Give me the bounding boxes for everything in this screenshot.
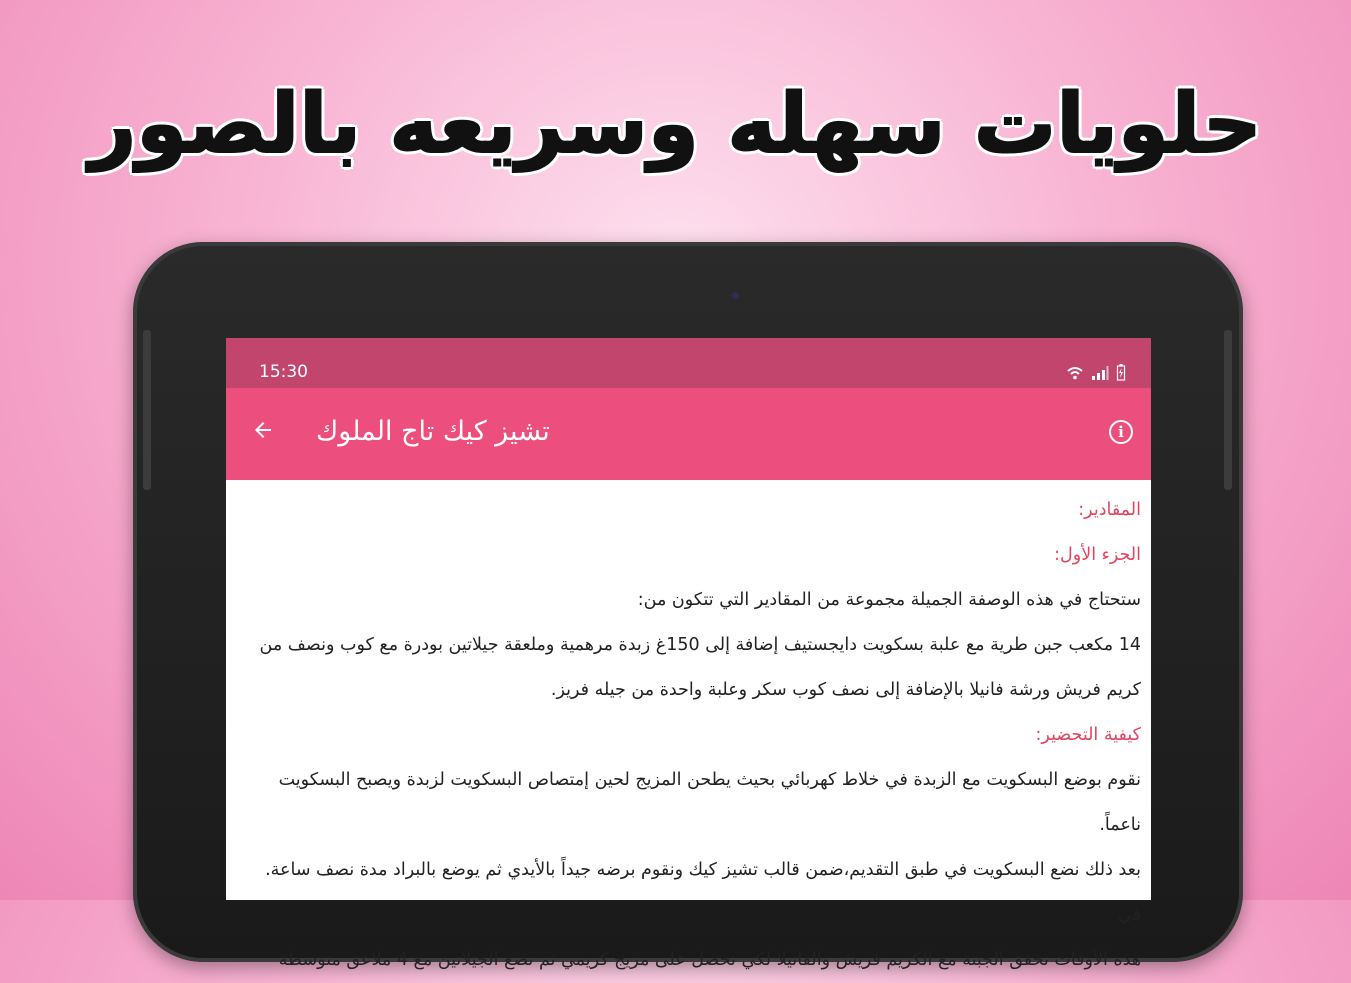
app-screen	[226, 338, 1151, 970]
tablet-side-button-left	[143, 330, 151, 490]
info-icon[interactable]: i	[1109, 420, 1133, 444]
preparation-heading: كيفية التحضير:	[1035, 725, 1141, 745]
recipe-text-line: كريم فريش ورشة فانيلا بالإضافة إلى نصف كوب سكر وعلبة واحدة من جيله فريز.	[550, 680, 1141, 700]
wifi-icon	[1067, 366, 1083, 383]
signal-icon	[1091, 366, 1109, 383]
recipe-title: تشيز كيك تاج الملوك	[316, 416, 550, 447]
tablet-side-button-right	[1224, 330, 1232, 490]
recipe-content	[226, 480, 1151, 983]
recipe-text-line: نقوم بوضع البسكويت مع الزبدة في خلاط كهربائي بحيث يطحن المزيج لحين إمتصاص البسكويت لزبدة ويصبح البسكويت	[278, 770, 1141, 790]
app-toolbar	[226, 388, 1151, 480]
ingredients-heading: المقادير:	[1078, 500, 1141, 520]
arrow-back-icon[interactable]	[248, 418, 278, 448]
promo-headline: حلويات سهله وسريعه بالصور	[89, 77, 1262, 172]
status-icons	[1067, 364, 1125, 383]
recipe-text-line: بعد ذلك نضع البسكويت في طبق التقديم،ضمن قالب تشيز كيك ونقوم برضه جيداً بالأيدي ثم يوضع بالبراد مدة نصف ساعة. في	[265, 860, 1141, 925]
battery-icon	[1117, 364, 1125, 383]
recipe-text-line: هذه الأوقات نخفق الجبنة مع الكريم فريش والفانيلا لكي نحصل على مزيج كريمي ثم نضع الجيلاتين مع 4 ملاعق متوسطة	[278, 950, 1141, 970]
recipe-text-line: ناعماً.	[1099, 815, 1141, 835]
status-time: 15:30	[259, 362, 308, 382]
recipe-text-line: 14 مكعب جبن طرية مع علبة بسكويت دايجستيف إضافة إلى 150غ زبدة مرهمية وملعقة جيلاتين بودرة مع كوب ونصف من	[259, 635, 1141, 655]
recipe-text-line: ستحتاج في هذه الوصفة الجميلة مجموعة من المقادير التي تتكون من:	[637, 590, 1141, 610]
status-bar	[226, 338, 1151, 388]
part-one-heading: الجزء الأول:	[1054, 545, 1141, 565]
front-camera	[732, 292, 739, 299]
